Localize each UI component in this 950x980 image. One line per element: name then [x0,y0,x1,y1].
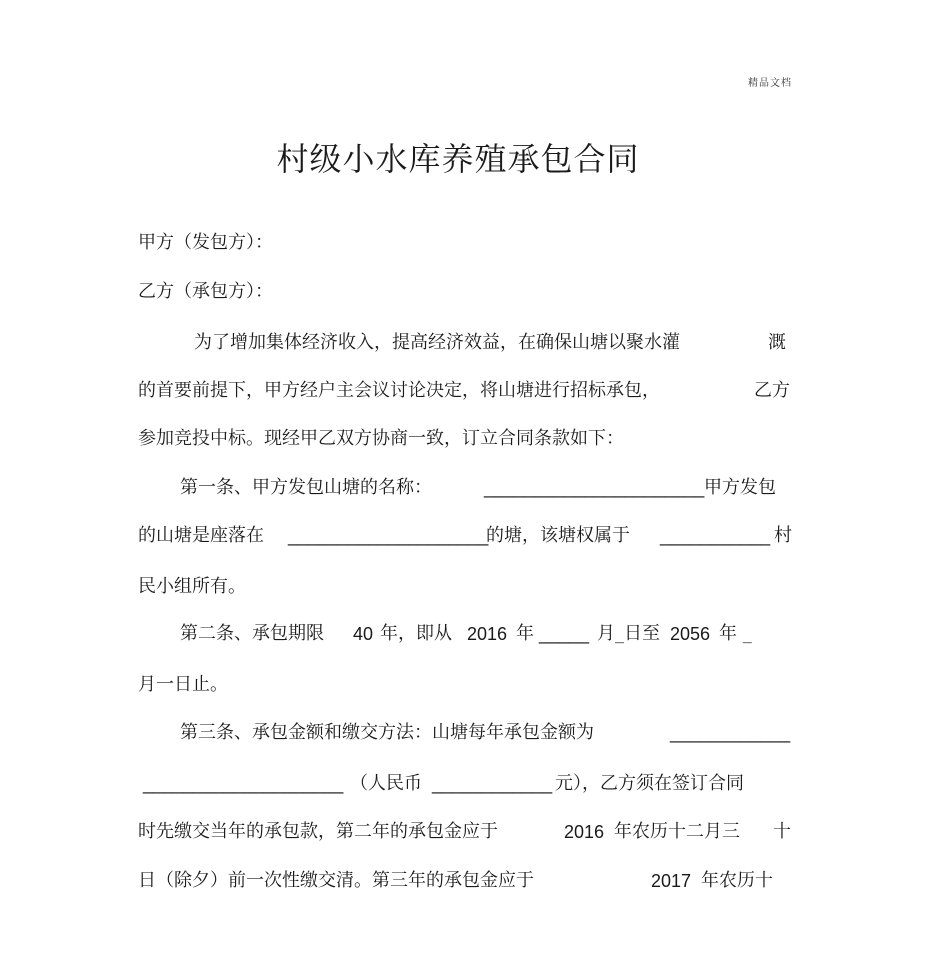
article1-text: 第一条、甲方发包山塘的名称： [180,477,432,498]
article1-text: 民小组所有。 [138,576,246,597]
article3-text: 十 [773,821,791,842]
article1-text: 的塘，该塘权属于 [486,525,630,546]
article3-text: 日（除夕）前一次性缴交清。第三年的承包金应于 [138,870,534,891]
article2-text: 年，即从 [380,623,452,644]
end-year: 2056 [670,624,711,644]
article3-text: 年农历十 [701,870,773,891]
article2-text: 年 _ [719,623,752,644]
para1-text: 溉 [768,332,786,353]
para1-text: 乙方 [754,380,790,401]
pond-name-blank: ______________________ [484,478,705,498]
annual-amount-blank: ____________ [670,723,791,743]
article3-text: 时先缴交当年的承包款，第二年的承包金应于 [138,821,498,842]
payment-year: 2016 [564,822,605,842]
article3-text: 年农历十二月三 [614,821,740,842]
para1-text: 为了增加集体经济收入，提高经济效益，在确保山塘以聚水灌 [194,332,680,353]
amount-words-blank: ____________________ [143,774,344,794]
document-title: 村级小水库养殖承包合同 [276,140,640,178]
article2-text: 月一日止。 [138,674,228,695]
article2-text: 年 [516,623,534,644]
article2-text: 月_日至 [597,623,660,644]
para1-text: 的首要前提下，甲方经户主会议讨论决定，将山塘进行招标承包， [138,380,660,401]
start-year: 2016 [467,624,508,644]
article3-text: 第三条、承包金额和缴交方法：山塘每年承包金额为 [180,722,594,743]
party-a-label: 甲方（发包方）： [138,232,273,253]
pond-owner-blank: ___________ [660,526,771,546]
article1-text: 村 [774,525,792,546]
pond-location-blank: ____________________ [288,526,489,546]
payment-year: 2017 [651,871,692,891]
contract-years: 40 [353,624,374,644]
para1-text: 参加竞投中标。现经甲乙双方协商一致，订立合同条款如下： [138,428,624,449]
article2-text: 第二条、承包期限 [180,623,324,644]
article1-text: 甲方发包 [704,477,776,498]
article1-text: 的山塘是座落在 [138,525,264,546]
start-month-blank: _____ [539,624,590,644]
rmb-amount-blank: ____________ [432,774,553,794]
article3-text: （人民币 [350,773,422,794]
header-note: 精品文档 [748,78,792,89]
article3-text: 元），乙方须在签订合同 [555,773,744,794]
party-b-label: 乙方（承包方）： [138,281,273,302]
